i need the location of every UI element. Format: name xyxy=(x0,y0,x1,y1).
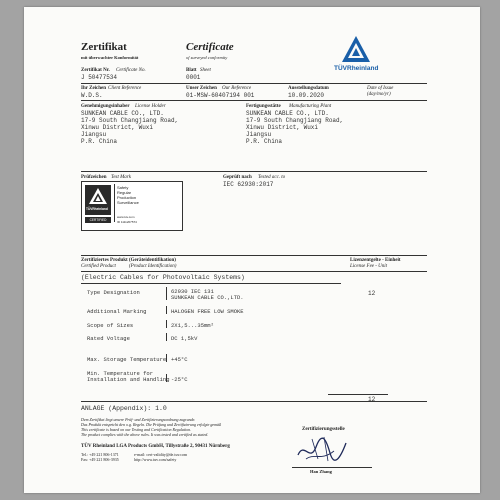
client-ref-value: W.D.S. xyxy=(81,92,103,99)
test-mark-line: Production xyxy=(117,195,137,200)
issue-date-format: (day/mo/yr) xyxy=(367,92,391,97)
divider xyxy=(81,255,427,256)
note-en: The product complies with the above rules. It was tested and certified as stated. xyxy=(81,432,209,437)
holder-line: SUNKEAN CABLE CO., LTD. xyxy=(81,110,164,117)
test-mark-text xyxy=(117,185,139,205)
holder-line: P.R. China xyxy=(81,138,118,145)
divider xyxy=(292,467,372,468)
row-value: 62930 IEC 131 xyxy=(171,288,214,295)
test-mark-line: Surveillance xyxy=(117,200,139,205)
brand-name: TÜVRheinland xyxy=(334,65,379,72)
divider xyxy=(81,171,427,172)
test-mark-certified: CERTIFIED xyxy=(85,217,111,223)
plant-line: 17-9 South Changjiang Road, xyxy=(246,117,344,124)
row-value: -25°C xyxy=(171,376,188,383)
plant-line: Jiangsu xyxy=(246,131,272,138)
divider xyxy=(81,283,341,284)
row-value: +45°C xyxy=(171,356,188,363)
row-separator xyxy=(166,374,167,382)
row-separator xyxy=(166,287,167,300)
row-value: SUNKEAN CABLE CO.,LTD. xyxy=(171,294,244,301)
divider xyxy=(81,100,427,101)
row-value: HALOGEN FREE LOW SMOKE xyxy=(171,308,244,315)
title-en: Certificate xyxy=(186,41,234,53)
test-mark-id: ID 1111207574 xyxy=(117,220,137,224)
client-ref-label-de: Ihr Zeichen xyxy=(81,86,107,91)
annex: ANLAGE (Appendix): 1.0 xyxy=(81,405,167,412)
row-label: Additional Marking xyxy=(87,308,147,315)
test-mark-line: Safety xyxy=(117,185,129,190)
test-mark-line: Regular xyxy=(117,190,132,195)
sheet-label-en: Sheet xyxy=(200,68,211,73)
tested-value: IEC 62930:2017 xyxy=(223,181,274,188)
divider xyxy=(81,401,427,402)
product-label-de: Zertifiziertes Produkt (Geräteidentifikation) xyxy=(81,258,176,263)
row-label: Scope of Sizes xyxy=(87,322,134,329)
plant-line: Xinwu District, Wuxi xyxy=(246,124,319,131)
test-mark-label-en: Test Mark xyxy=(111,175,131,180)
holder-line: 17-9 South Changjiang Road, xyxy=(81,117,179,124)
row-label: Min. Temperature for xyxy=(87,370,154,377)
signature-icon xyxy=(292,433,352,467)
row-separator xyxy=(166,306,167,314)
contact-web: http://www.tuv.com/safety xyxy=(134,457,177,462)
row-label: Type Designation xyxy=(87,289,140,296)
row-separator xyxy=(166,333,167,341)
note-de: Das Produkt entspricht den o.g. Regeln. Die Prüfung und Zertifizierung erfolgte gemäß xyxy=(81,422,222,427)
test-mark-brand: TÜVRheinland xyxy=(86,207,108,211)
plant-label-en: Manufacturing Plant xyxy=(289,104,332,109)
note-de: Dem Zertifikat liegt unsere Prüf- und Zertifizierungsordnung zugrunde. xyxy=(81,417,196,422)
cert-no-label-de: Zertifikat Nr. xyxy=(81,68,110,73)
issue-date-label-en: Date of Issue xyxy=(367,86,394,91)
test-mark-label-de: Prüfzeichen xyxy=(81,175,107,180)
row-separator xyxy=(166,320,167,328)
tuv-mark-icon xyxy=(85,185,111,207)
signer-name: Han Zhang xyxy=(310,469,332,474)
row-label: Max. Storage Temperature xyxy=(87,356,167,363)
divider xyxy=(81,271,427,272)
plant-label-de: Fertigungsstätte xyxy=(246,104,281,109)
holder-line: Jiangsu xyxy=(81,131,107,138)
signature-label: Zertifizierungsstelle xyxy=(302,427,345,432)
sheet-label-de: Blatt xyxy=(186,68,197,73)
our-ref-value: 01-MSW-60407194 001 xyxy=(186,92,255,99)
note-en: This certificate is based on our Testing and Certification Regulation. xyxy=(81,427,192,432)
fee-label-en: License Fee - Unit xyxy=(350,264,388,269)
contact-tel: Tel.: +49 221 806-1371 xyxy=(81,452,119,457)
title-de-sub: mit überwachter Konformität xyxy=(81,55,139,60)
test-mark-box xyxy=(81,181,183,231)
product-title: (Electric Cables for Photovoltaic Systems) xyxy=(81,274,245,281)
issue-date-value: 10.09.2020 xyxy=(288,92,325,99)
company-address: TÜV Rheinland LGA Products GmbH, Tillystraße 2, 90431 Nürnberg xyxy=(81,444,230,449)
sheet-value: 0001 xyxy=(186,74,201,81)
fee-value: 12 xyxy=(368,290,376,297)
row-separator xyxy=(166,354,167,362)
divider xyxy=(81,83,427,84)
product-label-en-b: (Product Identification) xyxy=(129,264,177,269)
plant-line: SUNKEAN CABLE CO., LTD. xyxy=(246,110,329,117)
holder-line: Xinwu District, Wuxi xyxy=(81,124,154,131)
holder-label-en: License Holder xyxy=(135,104,166,109)
cert-no-value: J 50477534 xyxy=(81,74,118,81)
row-value: DC 1,5kV xyxy=(171,335,198,342)
title-en-sub: of surveyed conformity xyxy=(186,55,228,60)
our-ref-label-de: Unser Zeichen xyxy=(186,86,217,91)
plant-line: P.R. China xyxy=(246,138,283,145)
fee-label-de: Lizenzentgelte - Einheit xyxy=(350,258,401,263)
row-value: 2X1,5...35mm² xyxy=(171,322,214,329)
cert-no-label-en: Certificate No. xyxy=(116,68,146,73)
holder-label-de: Genehmigungsinhaber xyxy=(81,104,130,109)
contact-fax: Fax: +49 221 806-3935 xyxy=(81,457,119,462)
tested-label-en: Tested acc. to xyxy=(258,175,286,180)
test-mark-url: www.tuv.com xyxy=(117,215,135,219)
row-label: Installation and Handling xyxy=(87,376,170,383)
tuv-logo-icon xyxy=(341,35,371,63)
row-label: Rated Voltage xyxy=(87,335,130,342)
test-mark-separator xyxy=(114,184,115,222)
signature-stamp xyxy=(292,433,352,467)
certificate-page xyxy=(24,7,480,493)
issue-date-label-de: Ausstellungsdatum xyxy=(288,86,329,91)
tested-label-de: Geprüft nach xyxy=(223,175,252,180)
title-de: Zertifikat xyxy=(81,41,127,53)
fee-value: 12 xyxy=(368,396,376,403)
client-ref-label-en: Client Reference xyxy=(108,86,142,91)
product-label-en-a: Certified Product xyxy=(81,264,116,269)
divider xyxy=(328,394,388,395)
our-ref-label-en: Our Reference xyxy=(222,86,252,91)
test-mark-logo xyxy=(85,185,111,215)
contact-mail: e-mail: cert-validity@de.tuv.com xyxy=(134,452,188,457)
